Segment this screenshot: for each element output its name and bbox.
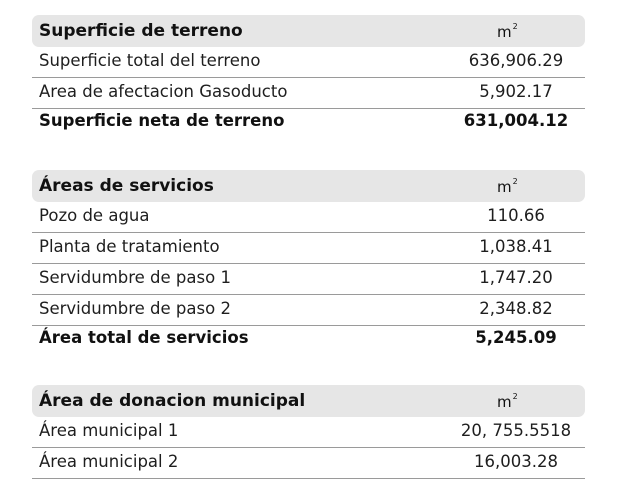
table-row — [32, 448, 585, 479]
row-value: 1,038.41 — [479, 237, 553, 256]
table-row — [32, 78, 585, 109]
total-value: 631,004.12 — [463, 111, 569, 130]
section-donacion-municipal — [32, 385, 585, 479]
row-name: Area de afectacion Gasoducto — [39, 82, 288, 101]
section-header — [32, 385, 585, 417]
section-areas-servicios — [32, 170, 585, 356]
row-name: Superficie total del terreno — [39, 51, 261, 70]
unit-label: $m^2$ — [497, 21, 518, 41]
row-name: Servidumbre de paso 1 — [39, 268, 231, 287]
unit-label: $m^2$ — [497, 176, 518, 196]
total-name: Área total de servicios — [39, 328, 249, 347]
row-name: Servidumbre de paso 2 — [39, 299, 231, 318]
row-value: 636,906.29 — [468, 51, 564, 70]
section-title: Área de donacion municipal — [39, 391, 306, 411]
row-name: Área municipal 1 — [39, 421, 179, 440]
table-row — [32, 47, 585, 78]
total-row — [32, 109, 585, 139]
row-value: 1,747.20 — [479, 268, 553, 287]
total-value: 5,245.09 — [475, 328, 557, 347]
table-row — [32, 264, 585, 295]
table-row — [32, 202, 585, 233]
table-row — [32, 295, 585, 326]
row-value: 5,902.17 — [479, 82, 553, 101]
row-name: Planta de tratamiento — [39, 237, 220, 256]
unit-label: $m^2$ — [497, 391, 518, 411]
table-row — [32, 233, 585, 264]
section-superficie-terreno — [32, 15, 585, 139]
section-header — [32, 15, 585, 47]
row-name: Área municipal 2 — [39, 452, 179, 471]
row-value: 110.66 — [487, 206, 545, 225]
row-value: 2,348.82 — [479, 299, 553, 318]
total-name: Superficie neta de terreno — [39, 111, 285, 130]
row-value: 16,003.28 — [474, 452, 558, 471]
section-title: Áreas de servicios — [39, 176, 214, 196]
section-header — [32, 170, 585, 202]
section-title: Superficie de terreno — [39, 21, 243, 41]
total-row — [32, 326, 585, 356]
row-name: Pozo de agua — [39, 206, 150, 225]
row-value: 20, 755.5518 — [460, 421, 572, 440]
table-row — [32, 417, 585, 448]
